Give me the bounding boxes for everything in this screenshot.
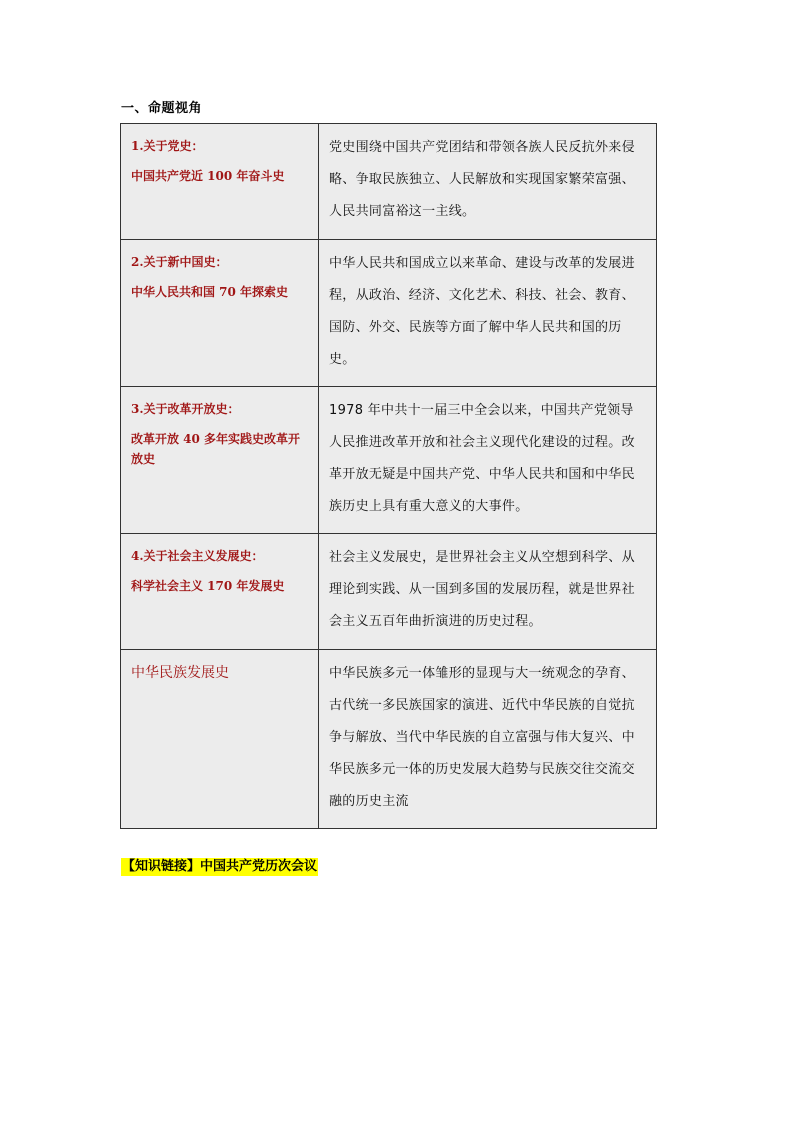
table-row bbox=[121, 387, 657, 534]
topics-table bbox=[120, 123, 657, 829]
table-row bbox=[121, 124, 657, 240]
description-cell bbox=[319, 387, 657, 534]
topic-title: 中华民族发展史 bbox=[131, 665, 229, 681]
section-heading: 一、命题视角 bbox=[121, 101, 203, 116]
knowledge-link-heading: 【知识链接】中国共产党历次会议 bbox=[122, 859, 318, 874]
topic-description: 党史围绕中国共产党团结和带领各族人民反抗外来侵略、争取民族独立、人民解放和实现国家繁荣富强、人民共同富裕这一主线。 bbox=[329, 140, 635, 219]
table-row bbox=[121, 650, 657, 829]
topic-cell bbox=[121, 387, 319, 534]
topic-subtitle: 科学社会主义 170 年发展史 bbox=[131, 579, 285, 593]
table-row bbox=[121, 534, 657, 650]
topic-title: 4.关于社会主义发展史： bbox=[131, 549, 264, 563]
topic-cell bbox=[121, 124, 319, 240]
topic-subtitle: 中华人民共和国 70 年探索史 bbox=[131, 285, 289, 299]
description-cell bbox=[319, 124, 657, 240]
topic-cell bbox=[121, 534, 319, 650]
topic-description: 中华人民共和国成立以来革命、建设与改革的发展进程，从政治、经济、文化艺术、科技、社会、教育、国防、外交、民族等方面了解中华人民共和国的历史。 bbox=[329, 256, 635, 367]
topic-description: 1978 年中共十一届三中全会以来，中国共产党领导人民推进改革开放和社会主义现代化建设的过程。改革开放无疑是中国共产党、中华人民共和国和中华民族历史上具有重大意义的大事件。 bbox=[329, 403, 635, 514]
topic-title: 2.关于新中国史： bbox=[131, 255, 228, 269]
topic-cell bbox=[121, 650, 319, 829]
table-row bbox=[121, 240, 657, 387]
topic-title: 3.关于改革开放史： bbox=[131, 402, 240, 416]
topic-description: 社会主义发展史，是世界社会主义从空想到科学、从理论到实践、从一国到多国的发展历程，就是世界社会主义五百年曲折演进的历史过程。 bbox=[329, 550, 635, 629]
topic-description: 中华民族多元一体雏形的显现与大一统观念的孕育、古代统一多民族国家的演进、近代中华民族的自觉抗争与解放、当代中华民族的自立富强与伟大复兴、中华民族多元一体的历史发展大趋势与民族交往交流交融的历史主流 bbox=[329, 666, 635, 809]
description-cell bbox=[319, 240, 657, 387]
description-cell bbox=[319, 534, 657, 650]
topic-cell bbox=[121, 240, 319, 387]
topic-title: 1.关于党史： bbox=[131, 139, 204, 153]
topic-subtitle: 中国共产党近 100 年奋斗史 bbox=[131, 169, 285, 183]
description-cell bbox=[319, 650, 657, 829]
topic-subtitle: 改革开放 40 多年实践史改革开放史 bbox=[131, 432, 301, 466]
